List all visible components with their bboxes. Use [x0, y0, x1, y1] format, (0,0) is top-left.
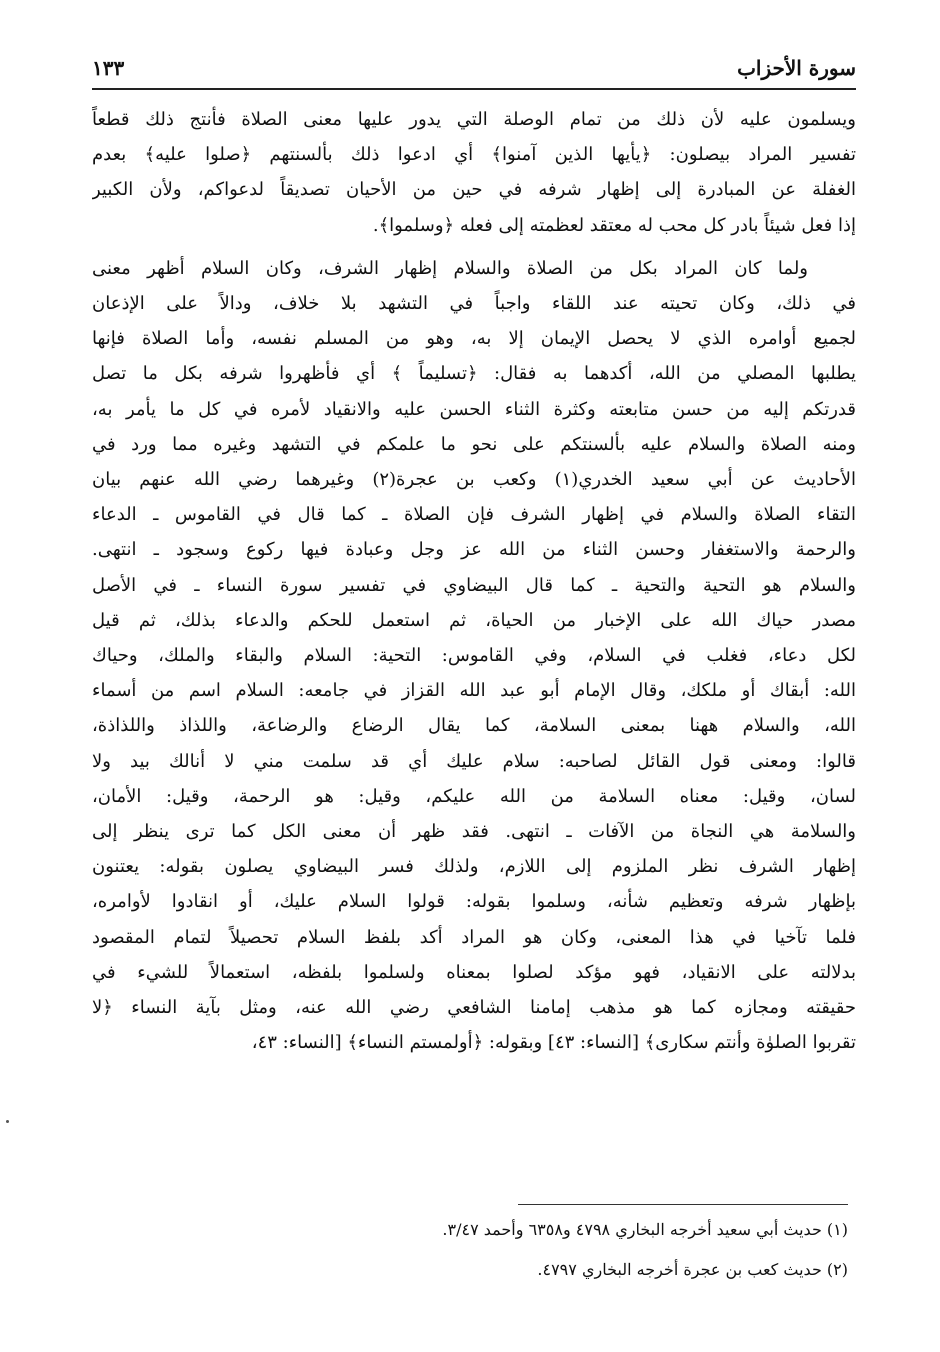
- text-line: لجميع أوامره الذي لا يحصل الإيمان إلا به، وهو من المسلم نفسه، وأما الصلاة فإنها: [92, 328, 856, 350]
- text-line: ويسلمون عليه لأن ذلك من تمام الوصلة التي يدور عليها معنى الصلاة فأنتج ذلك قطعاً: [92, 109, 856, 130]
- page-number: ١٣٣: [92, 56, 125, 80]
- text-line: بإظهار شرفه وتعظيم شأنه، وسلموا بقوله: قولوا السلام عليك، أو انقادوا لأوامره،: [92, 891, 856, 913]
- text-line: بدلالته على الانقياد، فهو مؤكد لصلوا بمعناه ولسلموا بلفظه، استعمالاً للشيء في: [92, 961, 856, 983]
- text-line: تقربوا الصلوٰة وأنتم سكارى﴾ [النساء: ٤٣] وبقوله: ﴿أولمستم النساء﴾ [النساء: ٤٣،: [251, 1032, 856, 1054]
- text-line: لسان، وقيل: معناه السلامة من الله عليكم، وقيل: هو الرحمة، وقيل: الأمان،: [92, 785, 856, 807]
- text-line: الغفلة عن المبادرة إلى إظهار شرفه في حين من الأحيان تصديقاً لدعواكم، ولأن الكبير: [92, 179, 856, 201]
- text-line: ومنه الصلاة والسلام عليه بألسنتكم على نحو ما علمكم في التشهد وغيره مما ورد في: [92, 433, 856, 455]
- text-line: الأحاديث عن أبي سعيد الخدري(١) وكعب بن عجرة(٢) وغيرهما رضي الله عنهم بيان: [92, 469, 856, 491]
- footnote-1: (١) حديث أبي سعيد أخرجه البخاري ٤٧٩٨ و٦٣٥٨ وأحمد ٣/٤٧.: [442, 1220, 848, 1239]
- running-header: [92, 52, 856, 86]
- text-line: والسلامة هي النجاة من الآفات ـ انتهى. فقد ظهر أن معنى الكل كما ترى ينظر إلى: [92, 821, 856, 843]
- text-line: قدرتكم إليه من حسن متابعته وكثرة الثناء الحسن عليه والانقياد لأمره في كل ما يأمر به،: [92, 398, 856, 420]
- text-line: في ذلك، وكان تحيته عند اللقاء واجباً في التشهد بلا خلاف، ودالاً على الإذعان: [92, 293, 856, 315]
- text-line: حقيقته ومجازه كما هو مذهب إمامنا الشافعي رضي الله عنه، ومثل بآية النساء ﴿لا: [92, 997, 856, 1019]
- text-line: مصدر حياك الله على الإخبار من الحياة، ثم استعمل للحكم والدعاء بذلك، ثم قيل: [92, 609, 856, 631]
- surah-title: سورة الأحزاب: [737, 56, 856, 80]
- main-text: [92, 102, 856, 1060]
- text-line: الله: أبقاك أو ملكك، وقال الإمام أبو عبد الله القزاز في جامعه: السلام اسم من أسماء: [92, 680, 856, 702]
- text-line: ولما كان المراد بكل من الصلاة والسلام إظهار الشرف، وكان السلام أظهر معنى: [92, 257, 808, 279]
- text-line: تفسير المراد بيصلون: ﴿يأيها الذين آمنوا﴾ أي ادعوا ذلك بألسنتهم ﴿صلوا عليه﴾ بعدم: [92, 144, 856, 166]
- footnote-2: (٢) حديث كعب بن عجرة أخرجه البخاري ٤٧٩٧.: [537, 1260, 848, 1279]
- text-line: يطلبها المصلي من الله، أكدهما به فقال: ﴿تسليماً ﴾ أي فأظهروا شرفه بكل ما تصل: [92, 363, 856, 385]
- footnote-divider: [518, 1204, 848, 1205]
- header-divider: [92, 88, 856, 90]
- footnotes: [92, 1210, 856, 1290]
- margin-speck: [6, 1120, 9, 1123]
- text-line: والرحمة والاستغفار وحسن الثناء من الله عز وجل وعبادة فيها ركوع وسجود ـ انتهى.: [92, 539, 856, 561]
- text-line: التقاء الصلاة والسلام في إظهار الشرف فإن الصلاة ـ كما قال في القاموس ـ الدعاء: [92, 504, 856, 526]
- text-line: والسلام هو التحية والتحية ـ كما قال البيضاوي في تفسير سورة النساء ـ في الأصل: [92, 574, 856, 596]
- text-line: الله، والسلام ههنا بمعنى السلامة، كما يقال الرضاع والرضاعة، واللذاذ واللذاذة،: [92, 715, 856, 737]
- text-line: إذا فعل شيئاً بادر كل محب له معتقد لعظمته إلى فعله ﴿وسلموا﴾.: [372, 214, 856, 236]
- text-line: إظهار الشرف نظر الملزوم إلى اللازم، ولذلك فسر البيضاوي يصلون بقوله: يعتنون: [92, 856, 856, 878]
- text-line: فلما تآخيا في هذا المعنى، وكان هو المراد أكد بلفظ السلام تحصيلاً لتمام المقصود: [92, 926, 856, 948]
- text-line: قالوا: ومعنى قول القائل لصاحبه: سلام عليك أي قد سلمت مني لا أنالك بيد ولا: [92, 750, 856, 772]
- paragraph-2: [92, 251, 856, 1061]
- paragraph-1: [92, 102, 856, 243]
- text-line: لكل دعاء، فغلب في السلام، وفي القاموس: التحية: السلام والبقاء والملك، وحياك: [92, 645, 856, 667]
